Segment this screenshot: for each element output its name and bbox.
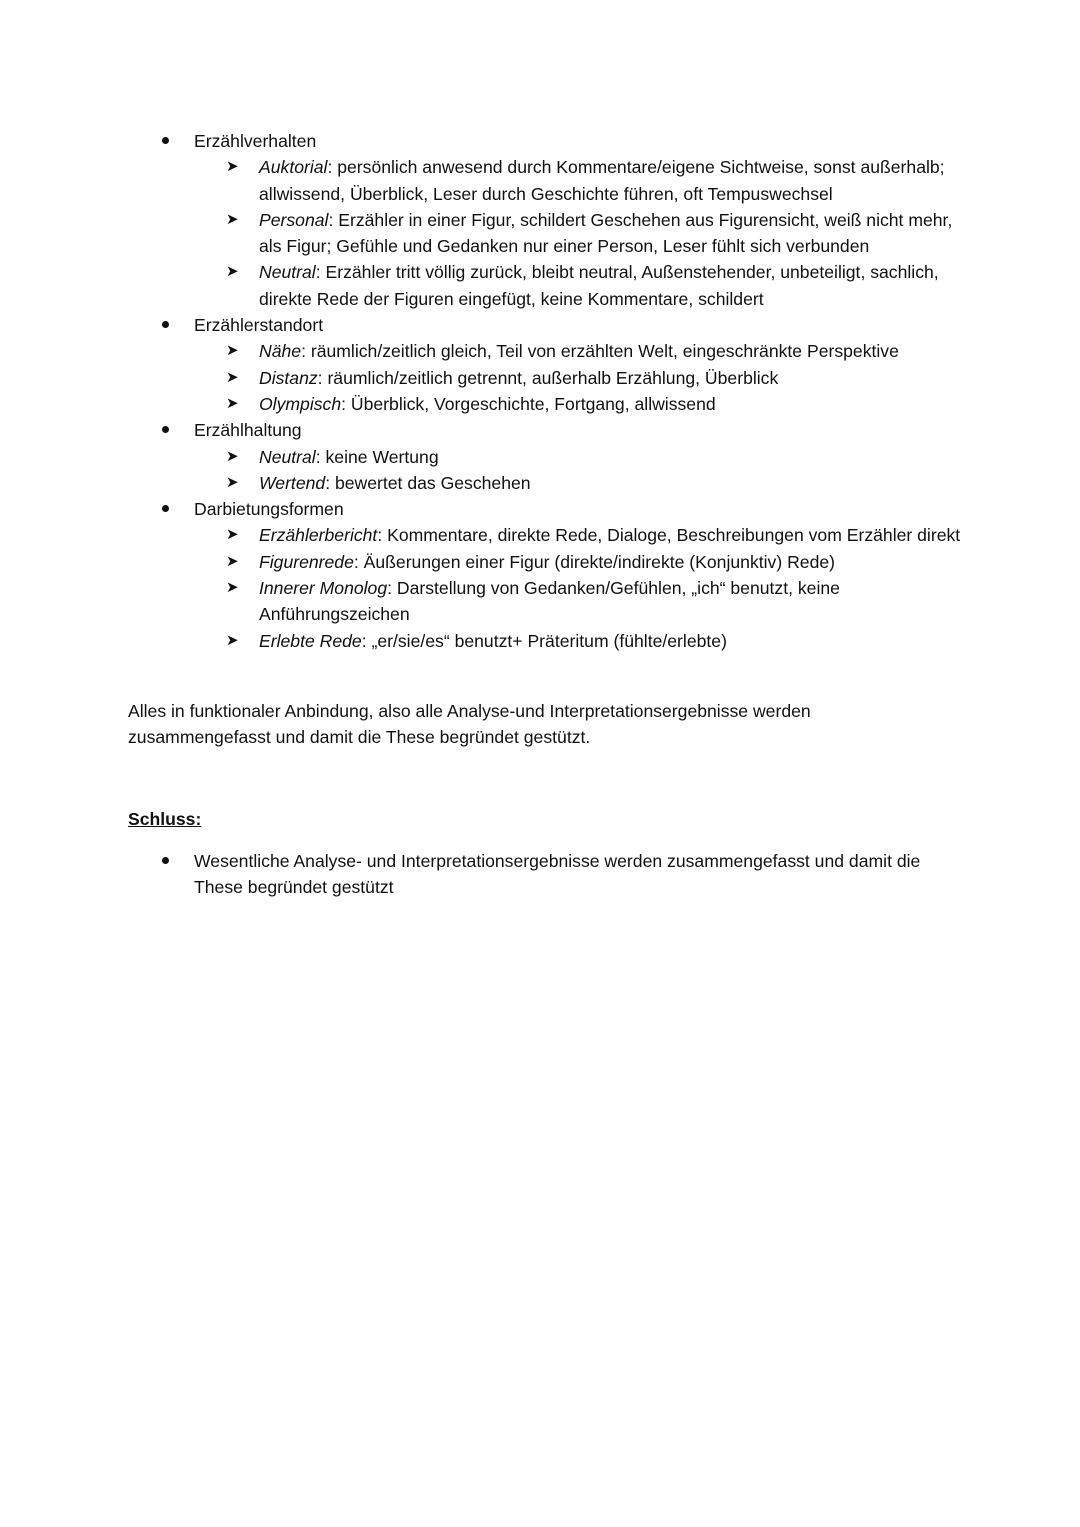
summary-paragraph: Alles in funktionaler Anbindung, also alle Analyse-und Interpretationsergebnisse werden zusammengefasst und damit die These begründet gestützt. <box>128 701 811 748</box>
arrow-bullet-icon: ➤ <box>226 210 239 228</box>
bullet-item <box>0 417 1080 496</box>
arrow-bullet-icon: ➤ <box>226 447 239 465</box>
sub-list <box>194 522 1080 653</box>
sub-item-term: Neutral <box>259 262 316 283</box>
sub-item-term: Wertend <box>259 472 326 493</box>
sub-item-term: Auktorial <box>259 157 328 178</box>
sub-item-text: : bewertet das Geschehen <box>325 472 531 493</box>
arrow-bullet-icon: ➤ <box>226 342 239 360</box>
bullet-title: Erzählverhalten <box>194 131 317 151</box>
sub-item-text: : Erzähler tritt völlig zurück, bleibt neutral, Außenstehender, unbeteiligt, sachlich, direkte Rede der Figuren eingefügt, keine Kommentare, schildert <box>259 262 939 309</box>
schluss-bullet-list <box>0 848 1080 901</box>
bullet-dot-icon <box>162 505 169 512</box>
sub-item-term: Neutral <box>259 446 316 467</box>
arrow-bullet-icon: ➤ <box>226 473 239 491</box>
sub-item <box>194 207 959 260</box>
sub-item-text: : Äußerungen einer Figur (direkte/indirekte (Konjunktiv) Rede) <box>353 551 835 572</box>
main-bullet-list <box>0 128 1080 654</box>
sub-item-text: : Erzähler in einer Figur, schildert Geschehen aus Figurensicht, weiß nicht mehr, als Figur; Gefühle und Gedanken nur einer Person, Leser fühlt sich verbunden <box>259 209 953 257</box>
sub-item-term: Innerer Monolog <box>259 578 388 599</box>
bullet-item <box>0 848 934 901</box>
bullet-title: Erzählhaltung <box>194 420 302 441</box>
sub-item-text: : Überblick, Vorgeschichte, Fortgang, allwissend <box>341 393 716 414</box>
bullet-dot-icon <box>162 321 169 328</box>
sub-item <box>194 549 965 575</box>
sub-item <box>194 338 965 364</box>
bullet-dot-icon <box>162 137 169 144</box>
sub-item <box>194 154 965 207</box>
sub-item-term: Distanz <box>259 367 318 388</box>
sub-list <box>194 338 1080 417</box>
sub-item-term: Nähe <box>259 341 302 362</box>
sub-item <box>194 444 965 470</box>
bullet-dot-icon <box>162 426 169 433</box>
sub-item <box>194 365 965 391</box>
bullet-item <box>0 496 1080 654</box>
sub-item-term: Personal <box>259 209 329 230</box>
sub-item-text: : keine Wertung <box>315 446 439 467</box>
sub-item <box>194 259 959 312</box>
sub-item-term: Erlebte Rede <box>259 630 362 651</box>
arrow-bullet-icon: ➤ <box>226 552 239 570</box>
sub-item-term: Erzählerbericht <box>259 525 378 546</box>
bullet-title: Erzählerstandort <box>194 315 324 336</box>
section-heading-schluss: Schluss: <box>128 809 202 829</box>
sub-item <box>194 522 965 548</box>
arrow-bullet-icon: ➤ <box>226 526 239 544</box>
arrow-bullet-icon: ➤ <box>226 368 239 386</box>
bullet-item <box>0 128 1080 312</box>
sub-list <box>194 154 1080 312</box>
sub-item-term: Olympisch <box>259 393 342 414</box>
arrow-bullet-icon: ➤ <box>226 263 239 281</box>
sub-item-text: : „er/sie/es“ benutzt+ Präteritum (fühlte/erlebte) <box>361 630 727 651</box>
sub-list <box>194 444 1080 497</box>
sub-item <box>194 470 965 496</box>
sub-item-text: : Kommentare, direkte Rede, Dialoge, Beschreibungen vom Erzähler direkt <box>377 525 961 546</box>
bullet-dot-icon <box>162 857 169 864</box>
sub-item <box>194 628 965 654</box>
bullet-title: Darbietungsformen <box>194 499 344 520</box>
arrow-bullet-icon: ➤ <box>226 631 239 649</box>
sub-item <box>194 575 965 628</box>
sub-item-text: : räumlich/zeitlich getrennt, außerhalb Erzählung, Überblick <box>317 367 779 388</box>
arrow-bullet-icon: ➤ <box>226 158 239 176</box>
sub-item-text: : persönlich anwesend durch Kommentare/eigene Sichtweise, sonst außerhalb; allwissend, Überblick, Leser durch Geschichte führen, oft Tempuswechsel <box>259 157 945 204</box>
sub-item-term: Figurenrede <box>259 551 354 572</box>
bullet-text: Wesentliche Analyse- und Interpretationsergebnisse werden zusammengefasst und damit die These begründet gestützt <box>194 851 921 898</box>
sub-item <box>194 391 965 417</box>
bullet-item <box>0 312 1080 417</box>
arrow-bullet-icon: ➤ <box>226 579 239 597</box>
sub-item-text: : räumlich/zeitlich gleich, Teil von erzählten Welt, eingeschränkte Perspektive <box>301 341 899 362</box>
arrow-bullet-icon: ➤ <box>226 394 239 412</box>
sub-item-text: : Darstellung von Gedanken/Gefühlen, „ich“ benutzt, keine Anführungszeichen <box>259 578 840 625</box>
